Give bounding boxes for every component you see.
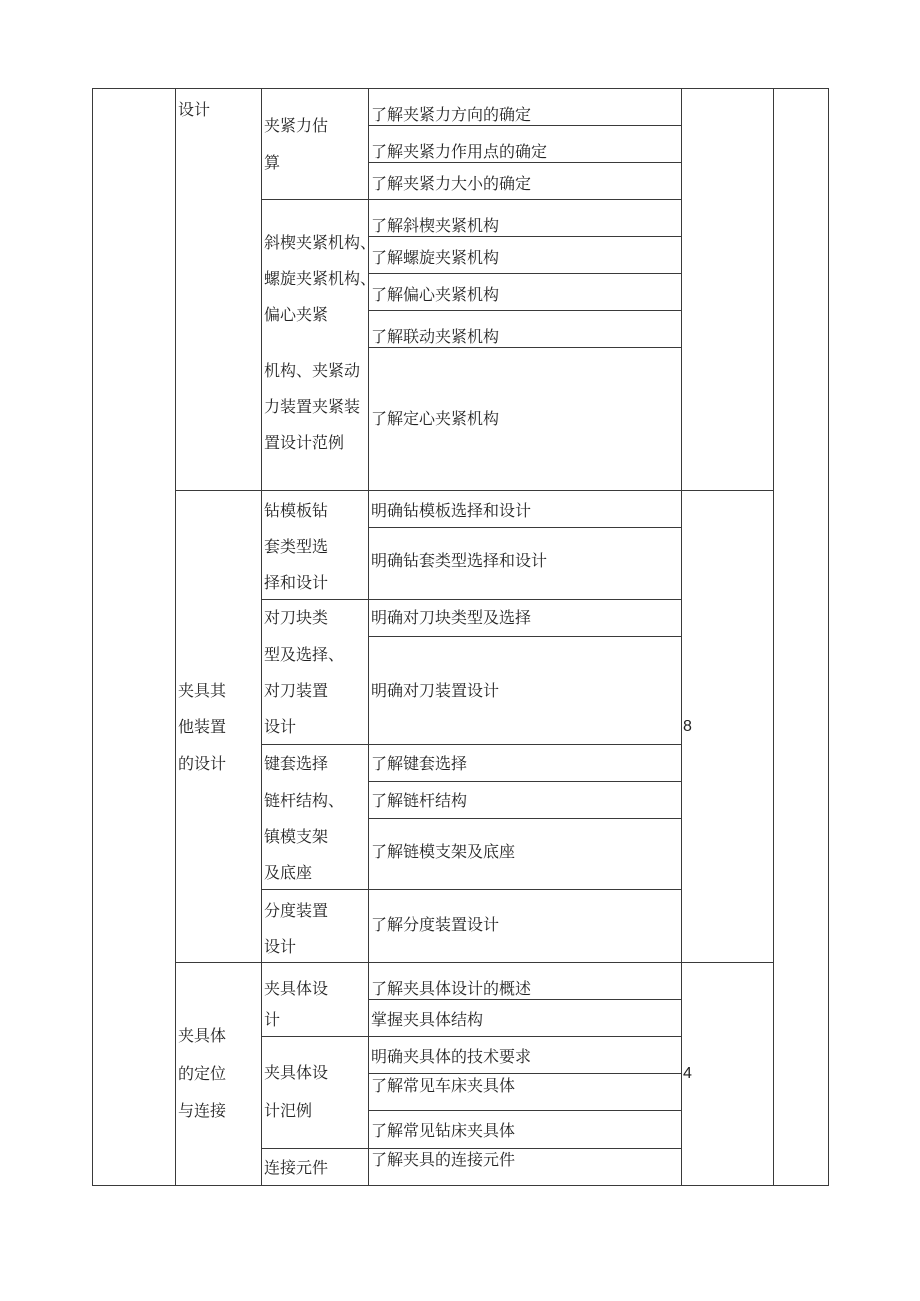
objective-item: 了解偏心夹紧机构 [371,285,500,304]
objective-item: 明确对刀装置设计 [371,681,500,700]
topic-line: 及底座 [264,863,313,882]
objective-item: 掌握夹具体结构 [371,1010,484,1029]
objective-item: 了解联动夹紧机构 [371,327,500,346]
topic-line: 力装置夹紧装 [264,397,361,416]
objective-item: 了解斜楔夹紧机构 [371,216,500,235]
topic-line: 型及选择、 [264,645,345,664]
topic-line: 夹紧力估 [264,116,329,135]
topic-line: 对刀装置 [264,681,329,700]
topic-line: 夹具体设 [264,1063,329,1082]
topic-line: 算 [264,153,281,172]
topic-line: 键套选择 [264,754,329,773]
topic-line: 计汜例 [264,1101,313,1120]
topic-line: 套类型选 [264,537,329,556]
topic-line: 分度装置 [264,901,329,920]
topic-line: 螺旋夹紧机构、 [264,269,377,288]
topic-line: 钻模板钻 [264,501,329,520]
objective-item: 明确钻模板选择和设计 [371,501,532,520]
objective-item: 了解常见车床夹具体 [371,1076,516,1095]
objective-item: 了解常见钻床夹具体 [371,1121,516,1140]
topic-line: 择和设计 [264,573,329,592]
topic-line: 设计 [264,717,297,736]
objective-item: 了解夹紧力方向的确定 [371,105,532,124]
topic-line: 链杆结构、 [264,791,345,810]
topic-line: 置设计范例 [264,433,345,452]
objective-item: 了解螺旋夹紧机构 [371,248,500,267]
topic-line: 镇模支架 [264,827,329,846]
objective-item: 明确钻套类型选择和设计 [371,551,548,570]
topic-line: 连接元件 [264,1158,329,1177]
chapter-label: 夹具其 [178,681,227,700]
objective-item: 了解夹紧力作用点的确定 [371,142,548,161]
objective-item: 明确对刀块类型及选择 [371,608,532,627]
objective-item: 了解夹具体设计的概述 [371,979,532,998]
objective-item: 了解夹具的连接元件 [371,1150,516,1169]
objective-item: 明确夹具体的技术要求 [371,1047,532,1066]
objective-item: 了解链杆结构 [371,791,468,810]
objective-item: 了解夹紧力大小的确定 [371,174,532,193]
hours-value: 4 [683,1065,692,1082]
chapter-label: 的设计 [178,754,227,773]
objective-item: 了解分度装置设计 [371,915,500,934]
objective-item: 了解定心夹紧机构 [371,409,500,428]
topic-line: 计 [264,1010,281,1029]
objective-item: 了解链模支架及底座 [371,842,516,861]
chapter-label: 他装置 [178,717,227,736]
topic-line: 偏心夹紧 [264,305,329,324]
chapter-label: 与连接 [178,1101,227,1120]
hours-value: 8 [683,718,692,735]
objective-item: 了解键套选择 [371,754,468,773]
topic-line: 斜楔夹紧机构、 [264,233,377,252]
chapter-label: 的定位 [178,1064,227,1083]
chapter-label: 设计 [178,100,211,119]
topic-line: 夹具体设 [264,979,329,998]
topic-line: 设计 [264,937,297,956]
topic-line: 机构、夹紧动 [264,361,361,380]
chapter-label: 夹具体 [178,1026,227,1045]
topic-line: 对刀块类 [264,608,329,627]
